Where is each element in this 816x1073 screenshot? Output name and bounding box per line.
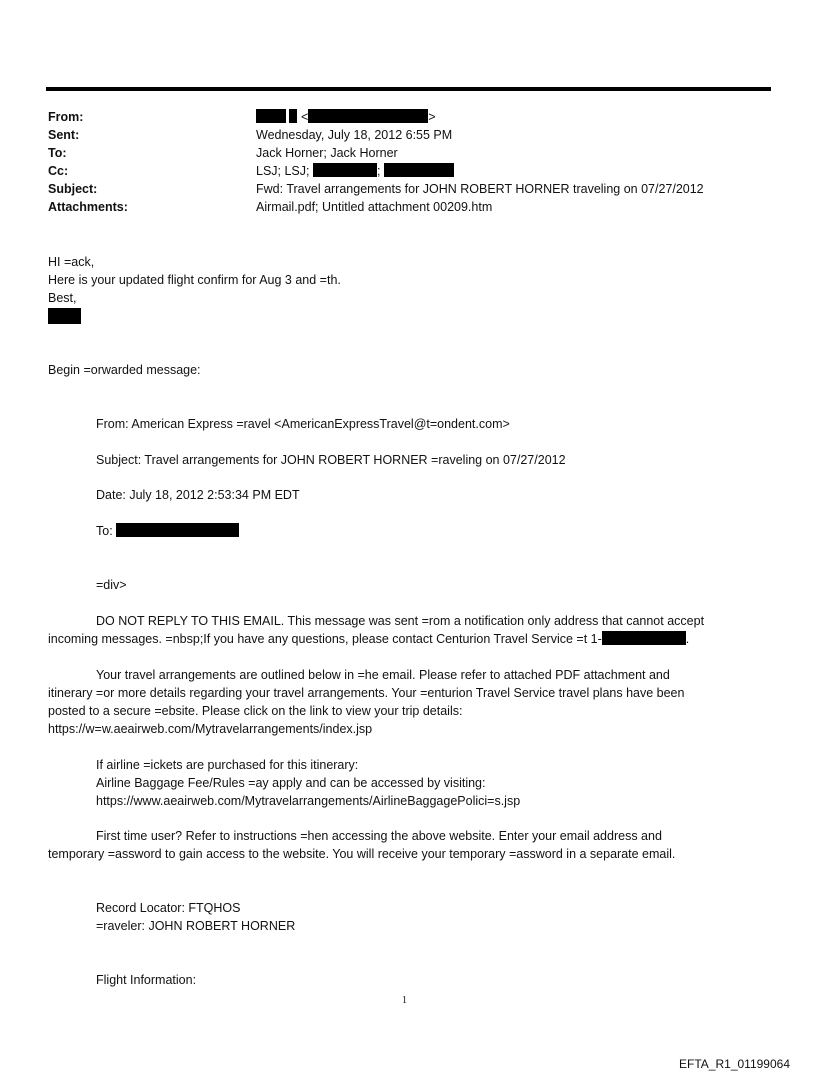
signature-redaction xyxy=(48,308,81,327)
fwd-date: Date: July 18, 2012 2:53:34 PM EDT xyxy=(96,488,300,502)
div-tag: =div> xyxy=(96,578,127,592)
page-number: 1 xyxy=(402,995,407,1006)
itinerary-line-2: itinerary =or more details regarding your travel arrangements. Your =enturion Travel Service travel plans have been xyxy=(48,686,685,700)
baggage-line-2: Airline Baggage Fee/Rules =ay apply and can be accessed by visiting: xyxy=(96,776,486,790)
redaction xyxy=(384,163,454,177)
cc-text: LSJ; LSJ; xyxy=(256,164,310,178)
greeting: HI =ack, xyxy=(48,255,95,269)
from-value xyxy=(256,108,436,126)
redaction xyxy=(308,109,428,123)
cc-value xyxy=(256,162,454,180)
first-time-line-2: temporary =assword to gain access to the website. You will receive your temporary =assword in a separate email. xyxy=(48,847,676,861)
traveler: =raveler: JOHN ROBERT HORNER xyxy=(96,919,296,933)
cc-separator: ; xyxy=(376,164,381,178)
notice-text: incoming messages. =nbsp;If you have any questions, please contact Centurion Travel Service =t 1- xyxy=(48,632,602,646)
body-line: Here is your updated flight confirm for Aug 3 and =th. xyxy=(48,273,341,287)
header-rule xyxy=(46,87,771,91)
notice-line-1: DO NOT REPLY TO THIS EMAIL. This message was sent =rom a notification only address that cannot accept xyxy=(96,614,705,628)
flight-information: Flight Information: xyxy=(96,973,197,987)
redaction xyxy=(116,523,239,537)
attachments-label: Attachments: xyxy=(48,200,128,214)
sent-value: Wednesday, July 18, 2012 6:55 PM xyxy=(256,128,453,142)
attachments-value: Airmail.pdf; Untitled attachment 00209.htm xyxy=(256,200,493,214)
period: . xyxy=(685,632,690,646)
itinerary-line-1: Your travel arrangements are outlined below in =he email. Please refer to attached PDF attachment and xyxy=(96,668,670,682)
document-id: EFTA_R1_01199064 xyxy=(679,1057,790,1071)
begin-forwarded: Begin =orwarded message: xyxy=(48,363,201,377)
to-label: To: xyxy=(48,146,67,160)
notice-line-2 xyxy=(48,630,689,648)
cc-label: Cc: xyxy=(48,164,69,178)
signoff: Best, xyxy=(48,291,77,305)
subject-value: Fwd: Travel arrangements for JOHN ROBERT HORNER traveling on 07/27/2012 xyxy=(256,182,704,196)
sent-label: Sent: xyxy=(48,128,80,142)
subject-label: Subject: xyxy=(48,182,98,196)
trip-details-link[interactable]: https://w=w.aeairweb.com/Mytravelarrangements/index.jsp xyxy=(48,722,373,736)
fwd-to-label: To: xyxy=(96,524,113,538)
baggage-line-1: If airline =ickets are purchased for this itinerary: xyxy=(96,758,359,772)
redaction xyxy=(289,109,297,123)
first-time-line-1: First time user? Refer to instructions =hen accessing the above website. Enter your email address and xyxy=(96,829,662,843)
baggage-link[interactable]: https://www.aeairweb.com/Mytravelarrangements/AirlineBaggagePolici=s.jsp xyxy=(96,794,521,808)
fwd-from: From: American Express =ravel <AmericanExpressTravel@t=ondent.com> xyxy=(96,417,510,431)
redaction xyxy=(256,109,286,123)
angle-close: > xyxy=(428,110,436,124)
to-value: Jack Horner; Jack Horner xyxy=(256,146,398,160)
itinerary-line-3: posted to a secure =ebsite. Please click on the link to view your trip details: xyxy=(48,704,463,718)
record-locator: Record Locator: FTQHOS xyxy=(96,901,241,915)
redaction xyxy=(313,163,377,177)
angle-open: < xyxy=(300,110,309,124)
redaction xyxy=(602,631,686,645)
from-label: From: xyxy=(48,110,84,124)
fwd-subject: Subject: Travel arrangements for JOHN ROBERT HORNER =raveling on 07/27/2012 xyxy=(96,453,566,467)
fwd-to xyxy=(96,522,239,540)
